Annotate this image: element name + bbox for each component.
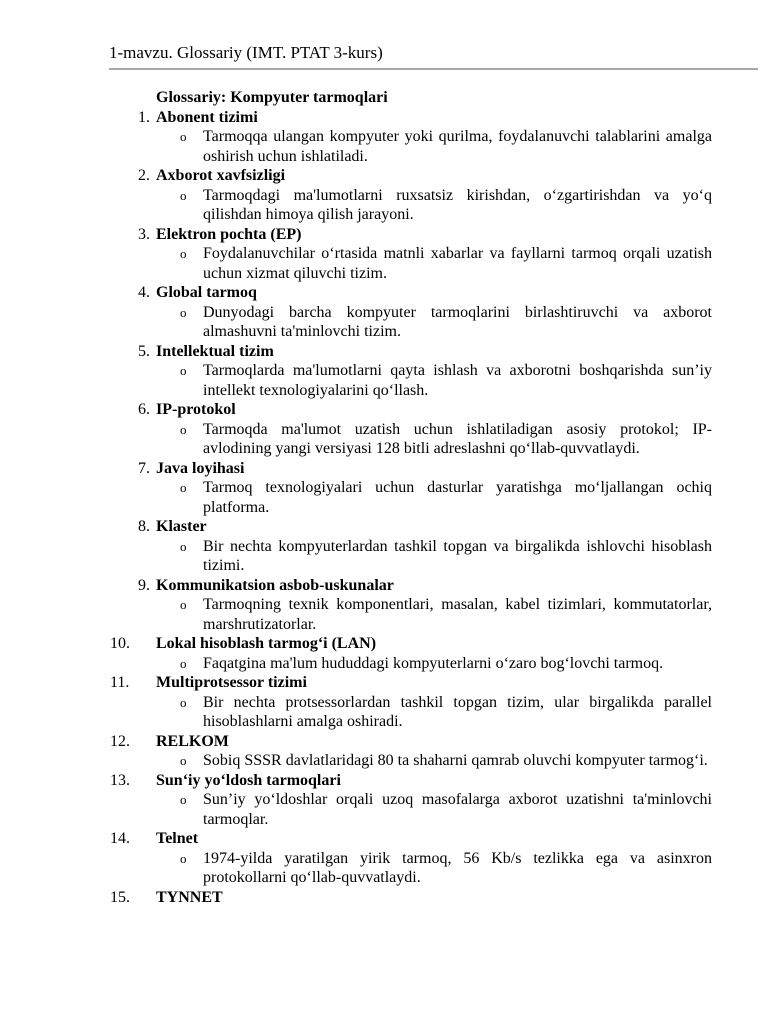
- glossary-entry: [0, 829, 768, 888]
- circle-bullet-icon: o: [180, 363, 187, 378]
- entry-definition: [180, 244, 712, 283]
- entry-definition: [180, 849, 712, 888]
- glossary-document: [0, 88, 768, 907]
- definition-text: Tarmoqlarda ma'lumotlarni qayta ishlash va axborotni boshqarishda sun’iy intellekt texnologiyalarini qo‘llash.: [203, 362, 712, 399]
- entry-number: 15.: [110, 888, 130, 906]
- glossary-entry: [0, 459, 768, 518]
- entry-number: 13.: [110, 771, 130, 789]
- entry-term: Abonent tizimi: [156, 108, 258, 126]
- definition-text: Bir nechta protsessorlardan tashkil topgan tizim, ular birgalikda parallel hisoblashlarni amalga oshiradi.: [203, 693, 712, 730]
- entry-heading: [0, 225, 768, 245]
- entry-definition: [180, 186, 712, 225]
- entry-heading: [0, 342, 768, 362]
- entry-term: Telnet: [156, 830, 199, 847]
- glossary-list: [0, 108, 768, 908]
- entry-heading: [0, 673, 768, 693]
- entry-term: Multiprotsessor tizimi: [156, 674, 307, 691]
- definition-text: Tarmoqqa ulangan kompyuter yoki qurilma, foydalanuvchi talablarini amalga oshirish uchun ishlatiladi.: [203, 128, 712, 165]
- header-divider: [109, 68, 758, 70]
- glossary-entry: [0, 108, 768, 167]
- entry-heading: [0, 459, 768, 479]
- circle-bullet-icon: o: [180, 129, 187, 144]
- entry-term: Intellektual tizim: [156, 342, 274, 360]
- entry-number: 11.: [110, 674, 130, 691]
- entry-term: Global tarmoq: [156, 284, 257, 301]
- glossary-entry: [0, 888, 768, 908]
- entry-term: Klaster: [156, 518, 207, 535]
- entry-term: RELKOM: [156, 732, 229, 750]
- entry-definition: [180, 361, 712, 400]
- definition-text: Tarmoq texnologiyalari uchun dasturlar yaratishga mo‘ljallangan ochiq platforma.: [203, 479, 712, 516]
- circle-bullet-icon: o: [180, 597, 187, 612]
- glossary-entry: [0, 673, 768, 732]
- glossary-entry: [0, 576, 768, 635]
- circle-bullet-icon: o: [180, 850, 187, 866]
- entry-number: 2.: [138, 167, 150, 184]
- circle-bullet-icon: o: [180, 421, 187, 437]
- entry-heading: [0, 829, 768, 849]
- entry-term: Sun‘iy yo‘ldosh tarmoqlari: [156, 771, 341, 789]
- entry-definition: [180, 595, 712, 634]
- definition-text: Bir nechta kompyuterlardan tashkil topgan va birgalikda ishlovchi hisoblash tizimi.: [203, 537, 712, 574]
- entry-heading: [0, 517, 768, 537]
- entry-number: 8.: [138, 518, 150, 535]
- circle-bullet-icon: o: [180, 246, 187, 261]
- entry-definition: [180, 303, 712, 342]
- definition-text: Foydalanuvchilar o‘rtasida matnli xabarlar va fayllarni tarmoq orqali uzatish uchun xizmat qiluvchi tizim.: [203, 245, 712, 282]
- entry-definition: [180, 693, 712, 732]
- document-title: Glossariy: Kompyuter tarmoqlari: [156, 89, 388, 106]
- entry-number: 12.: [110, 732, 130, 750]
- entry-definition: [180, 751, 712, 771]
- circle-bullet-icon: o: [180, 792, 187, 807]
- glossary-entry: [0, 400, 768, 459]
- circle-bullet-icon: o: [180, 480, 187, 495]
- entry-heading: [0, 732, 768, 752]
- circle-bullet-icon: o: [180, 187, 187, 203]
- definition-text: Tarmoqning texnik komponentlari, masalan, kabel tizimlari, kommutatorlar, marshrutizatorlar.: [203, 596, 712, 633]
- entry-number: 1.: [138, 108, 150, 126]
- entry-heading: [0, 634, 768, 654]
- entry-number: 5.: [138, 342, 150, 360]
- entry-number: 4.: [138, 284, 150, 301]
- entry-heading: [0, 888, 768, 908]
- definition-text: Dunyodagi barcha kompyuter tarmoqlarini birlashtiruvchi va axborot almashuvni ta'minlovchi tizim.: [203, 303, 712, 340]
- entry-term: IP-protokol: [156, 401, 236, 418]
- glossary-entry: [0, 225, 768, 284]
- entry-definition: [180, 127, 712, 166]
- definition-text: 1974-yilda yaratilgan yirik tarmoq, 56 Kb/s tezlikka ega va asinxron protokollarni qo‘llab-quvvatlaydi.: [203, 849, 712, 886]
- entry-number: 14.: [110, 830, 130, 847]
- circle-bullet-icon: o: [180, 753, 187, 768]
- entry-term: Elektron pochta (EP): [156, 225, 302, 243]
- definition-text: Tarmoqdagi ma'lumotlarni ruxsatsiz kirishdan, o‘zgartirishdan va yo‘q qilishdan himoya qilish jarayoni.: [203, 186, 712, 223]
- entry-definition: [180, 654, 712, 674]
- entry-term: Java loyihasi: [156, 459, 245, 477]
- definition-text: Sun’iy yo‘ldoshlar orqali uzoq masofalarga axborot uzatishni ta'minlovchi tarmoqlar.: [203, 791, 712, 828]
- entry-heading: [0, 108, 768, 128]
- entry-number: 7.: [138, 459, 150, 477]
- entry-term: Axborot xavfsizligi: [156, 167, 286, 184]
- glossary-entry: [0, 166, 768, 225]
- entry-number: 3.: [138, 225, 150, 243]
- entry-heading: [0, 576, 768, 596]
- entry-definition: [180, 478, 712, 517]
- entry-heading: [0, 283, 768, 303]
- entry-term: TYNNET: [156, 888, 223, 906]
- glossary-entry: [0, 342, 768, 401]
- entry-term: Kommunikatsion asbob-uskunalar: [156, 576, 394, 594]
- entry-number: 9.: [138, 576, 150, 594]
- glossary-entry: [0, 283, 768, 342]
- entry-definition: [180, 420, 712, 459]
- entry-number: 10.: [110, 635, 130, 652]
- entry-heading: [0, 400, 768, 420]
- circle-bullet-icon: o: [180, 694, 187, 710]
- circle-bullet-icon: o: [180, 538, 187, 554]
- entry-heading: [0, 771, 768, 791]
- entry-term: Lokal hisoblash tarmog‘i (LAN): [156, 635, 377, 652]
- glossary-entry: [0, 517, 768, 576]
- entry-definition: [180, 790, 712, 829]
- circle-bullet-icon: o: [180, 655, 187, 671]
- glossary-entry: [0, 771, 768, 830]
- entry-number: 6.: [138, 401, 150, 418]
- glossary-entry: [0, 732, 768, 771]
- definition-text: Faqatgina ma'lum hududdagi kompyuterlarni o‘zaro bog‘lovchi tarmoq.: [203, 654, 664, 672]
- page-header: 1-mavzu. Glossariy (IMT. PTAT 3-kurs): [109, 43, 383, 62]
- entry-heading: [0, 166, 768, 186]
- circle-bullet-icon: o: [180, 304, 187, 320]
- definition-text: Tarmoqda ma'lumot uzatish uchun ishlatiladigan asosiy protokol; IP-avlodining yangi versiyasi 128 bitli adreslashni qo‘llab-quvvatlaydi.: [203, 420, 712, 457]
- glossary-entry: [0, 634, 768, 673]
- entry-definition: [180, 537, 712, 576]
- definition-text: Sobiq SSSR davlatlaridagi 80 ta shaharni qamrab oluvchi kompyuter tarmog‘i.: [203, 752, 708, 769]
